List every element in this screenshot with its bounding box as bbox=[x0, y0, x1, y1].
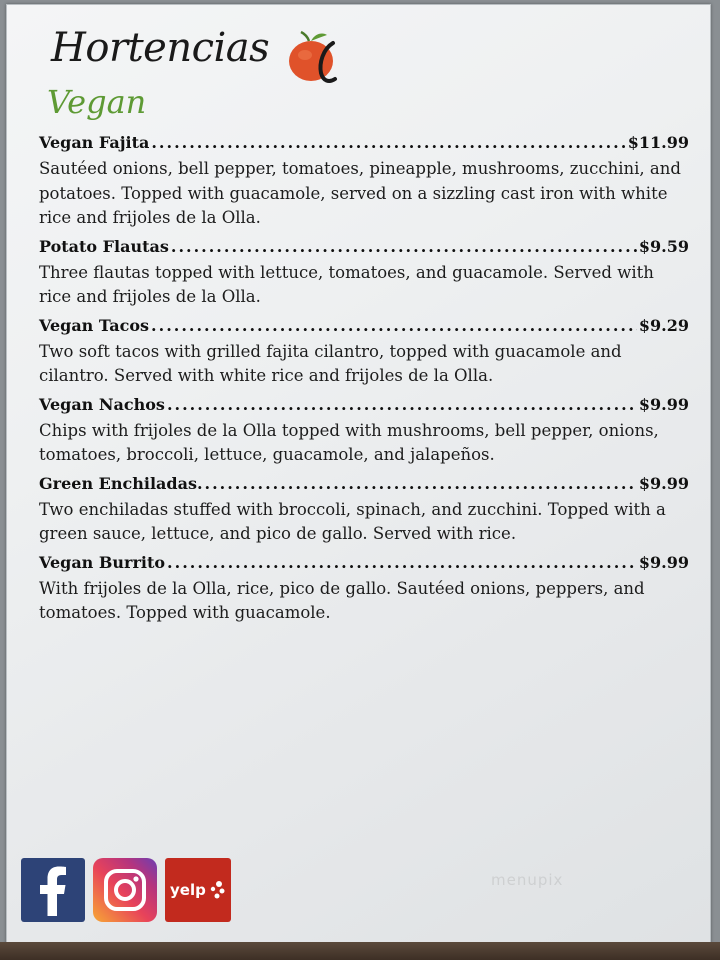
watermark: menupix bbox=[491, 871, 564, 889]
menu-item bbox=[39, 133, 689, 231]
menu-item-header bbox=[39, 474, 689, 498]
item-name: Vegan Tacos bbox=[39, 315, 150, 335]
item-description: Two soft tacos with grilled fajita cilantro, topped with guacamole and cilantro. Served with white rice and frijoles de la Olla. bbox=[39, 341, 622, 385]
menu-item-header bbox=[39, 316, 689, 340]
menu-item bbox=[39, 553, 689, 626]
menu-item bbox=[39, 316, 689, 389]
item-price: $9.59 bbox=[638, 236, 689, 256]
dot-leader bbox=[167, 395, 637, 414]
menu-item bbox=[39, 237, 689, 310]
dot-leader bbox=[151, 133, 625, 152]
dot-leader bbox=[151, 316, 637, 335]
instagram-icon bbox=[93, 858, 157, 922]
item-description: With frijoles de la Olla, rice, pico de gallo. Sautéed onions, peppers, and tomatoes. Topped with guacamole. bbox=[39, 578, 645, 622]
menu-item-header bbox=[39, 133, 689, 157]
menu-item bbox=[39, 395, 689, 468]
item-name: Vegan Nachos bbox=[39, 394, 165, 414]
social-links bbox=[21, 858, 231, 924]
item-price: $9.29 bbox=[638, 315, 689, 335]
item-name: Green Enchiladas. bbox=[39, 473, 203, 493]
yelp-icon bbox=[165, 858, 231, 922]
menu-item-header bbox=[39, 237, 689, 261]
item-price: $11.99 bbox=[627, 133, 689, 152]
item-price: $9.99 bbox=[638, 394, 689, 414]
item-name: Potato Flautas bbox=[39, 236, 169, 256]
item-description: Two enchiladas stuffed with broccoli, spinach, and zucchini. Topped with a green sauce, lettuce, and pico de gallo. Served with rice. bbox=[39, 499, 666, 543]
item-description: Sautéed onions, bell pepper, tomatoes, pineapple, mushrooms, zucchini, and potatoes. Topped with guacamole, served on a sizzling cast iron with white rice and frijoles de la Olla. bbox=[39, 159, 681, 227]
facebook-icon bbox=[21, 858, 85, 922]
menu-item bbox=[39, 474, 689, 547]
item-price: $9.99 bbox=[638, 552, 689, 572]
item-name: Vegan Fajita bbox=[39, 133, 150, 152]
brand-logo-text: Hortencias bbox=[51, 25, 270, 71]
table-surface bbox=[0, 942, 720, 960]
yelp-wordmark: yelp bbox=[170, 881, 206, 899]
section-title: Vegan bbox=[47, 83, 147, 121]
dot-leader bbox=[171, 237, 637, 256]
item-description: Three flautas topped with lettuce, tomatoes, and guacamole. Served with rice and frijoles de la Olla. bbox=[39, 262, 654, 306]
menu-list bbox=[39, 133, 689, 632]
menu-sheet bbox=[6, 4, 711, 944]
dot-leader bbox=[167, 553, 637, 572]
item-description: Chips with frijoles de la Olla topped with mushrooms, bell pepper, onions, tomatoes, broccoli, lettuce, guacamole, and jalapeños. bbox=[39, 420, 659, 464]
dot-leader bbox=[205, 474, 637, 493]
menu-item-header bbox=[39, 395, 689, 419]
tomato-logo-icon bbox=[283, 27, 345, 85]
item-name: Vegan Burrito bbox=[39, 552, 166, 572]
item-price: $9.99 bbox=[638, 473, 689, 493]
menu-item-header bbox=[39, 553, 689, 577]
